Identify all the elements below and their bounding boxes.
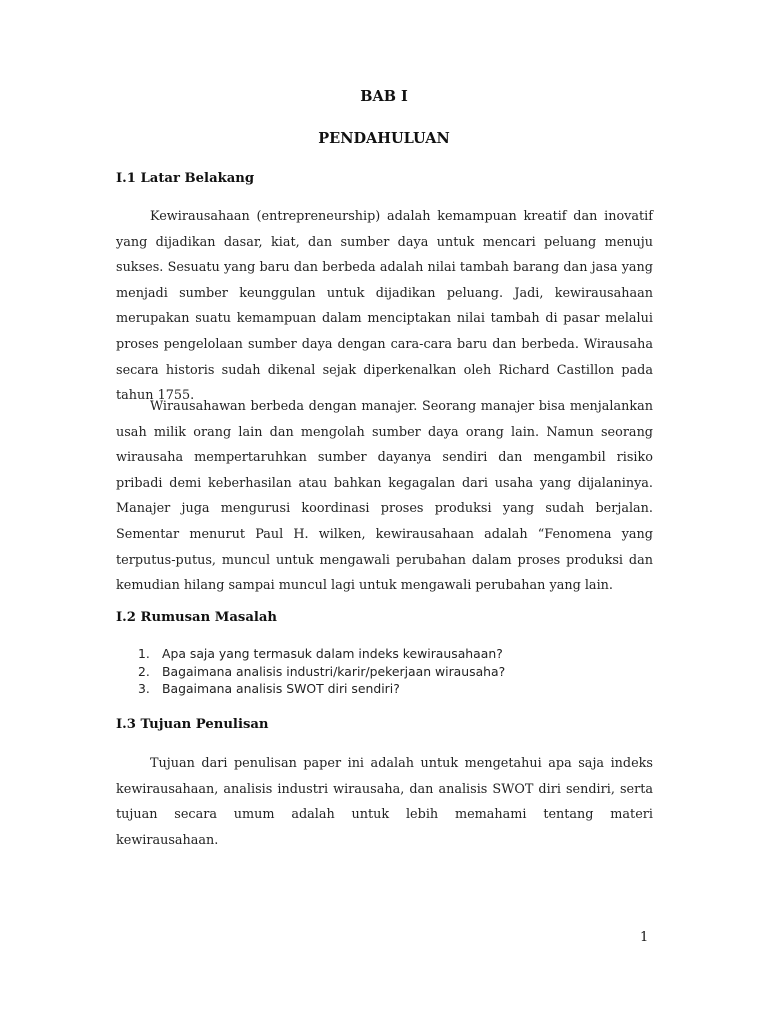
list-item (138, 663, 505, 681)
paragraph-latar-belakang-1: Kewirausahaan (entrepreneurship) adalah kemampuan kreatif dan inovatif yang dijadikan dasar, kiat, dan sumber daya untuk mencari peluang menuju sukses. Sesuatu yang baru dan berbeda adalah nilai tambah barang dan jasa yang menjadi sumber keunggulan untuk dijadikan peluang. Jadi, kewirausahaan merupakan suatu kemampuan dalam menciptakan nilai tambah di pasar melalui proses pengelolaan sumber daya dengan cara-cara baru dan berbeda. Wirausaha secara historis sudah dikenal sejak diperkenalkan oleh Richard Castillon pada tahun 1755. (116, 209, 653, 404)
paragraph-latar-belakang-2: Wirausahawan berbeda dengan manajer. Seorang manajer bisa menjalankan usah milik orang lain dan mengolah sumber daya orang lain. Namun seorang wirausaha mempertaruhkan sumber dayanya sendiri dan mengambil risiko pribadi demi keberhasilan atau bahkan kegagalan dari usaha yang dijalaninya. Manajer juga mengurusi koordinasi proses produksi yang sudah berjalan. Sementar menurut Paul H. wilken, kewirausahaan adalah “Fenomena yang terputus-putus, muncul untuk mengawali perubahan dalam proses produksi dan kemudian hilang sampai muncul lagi untuk mengawali perubahan yang lain. (116, 399, 653, 594)
list-item-text: Bagaimana analisis industri/karir/pekerjaan wirausaha? (162, 663, 506, 679)
list-item-number: 3. (138, 681, 150, 696)
paragraph-tujuan-penulisan: Tujuan dari penulisan paper ini adalah untuk mengetahui apa saja indeks kewirausahaan, analisis industri wirausaha, dan analisis SWOT diri sendiri, serta tujuan secara umum adalah untuk lebih memahami tentang materi kewirausahaan. (116, 756, 653, 848)
list-item (138, 680, 505, 698)
list-item-number: 1. (138, 646, 150, 661)
page-number: 1 (640, 930, 649, 945)
chapter-title: PENDAHULUAN (318, 130, 450, 147)
rumusan-masalah-list (138, 645, 505, 698)
section-heading-tujuan-penulisan: I.3 Tujuan Penulisan (116, 717, 269, 732)
list-item-text: Apa saja yang termasuk dalam indeks kewirausahaan? (162, 646, 503, 661)
list-item (138, 645, 505, 663)
chapter-number: BAB I (360, 88, 408, 105)
section-heading-rumusan-masalah: I.2 Rumusan Masalah (116, 610, 278, 625)
list-item-number: 2. (138, 663, 150, 679)
list-item-text: Bagaimana analisis SWOT diri sendiri? (162, 681, 400, 696)
section-heading-latar-belakang: I.1 Latar Belakang (116, 171, 255, 186)
